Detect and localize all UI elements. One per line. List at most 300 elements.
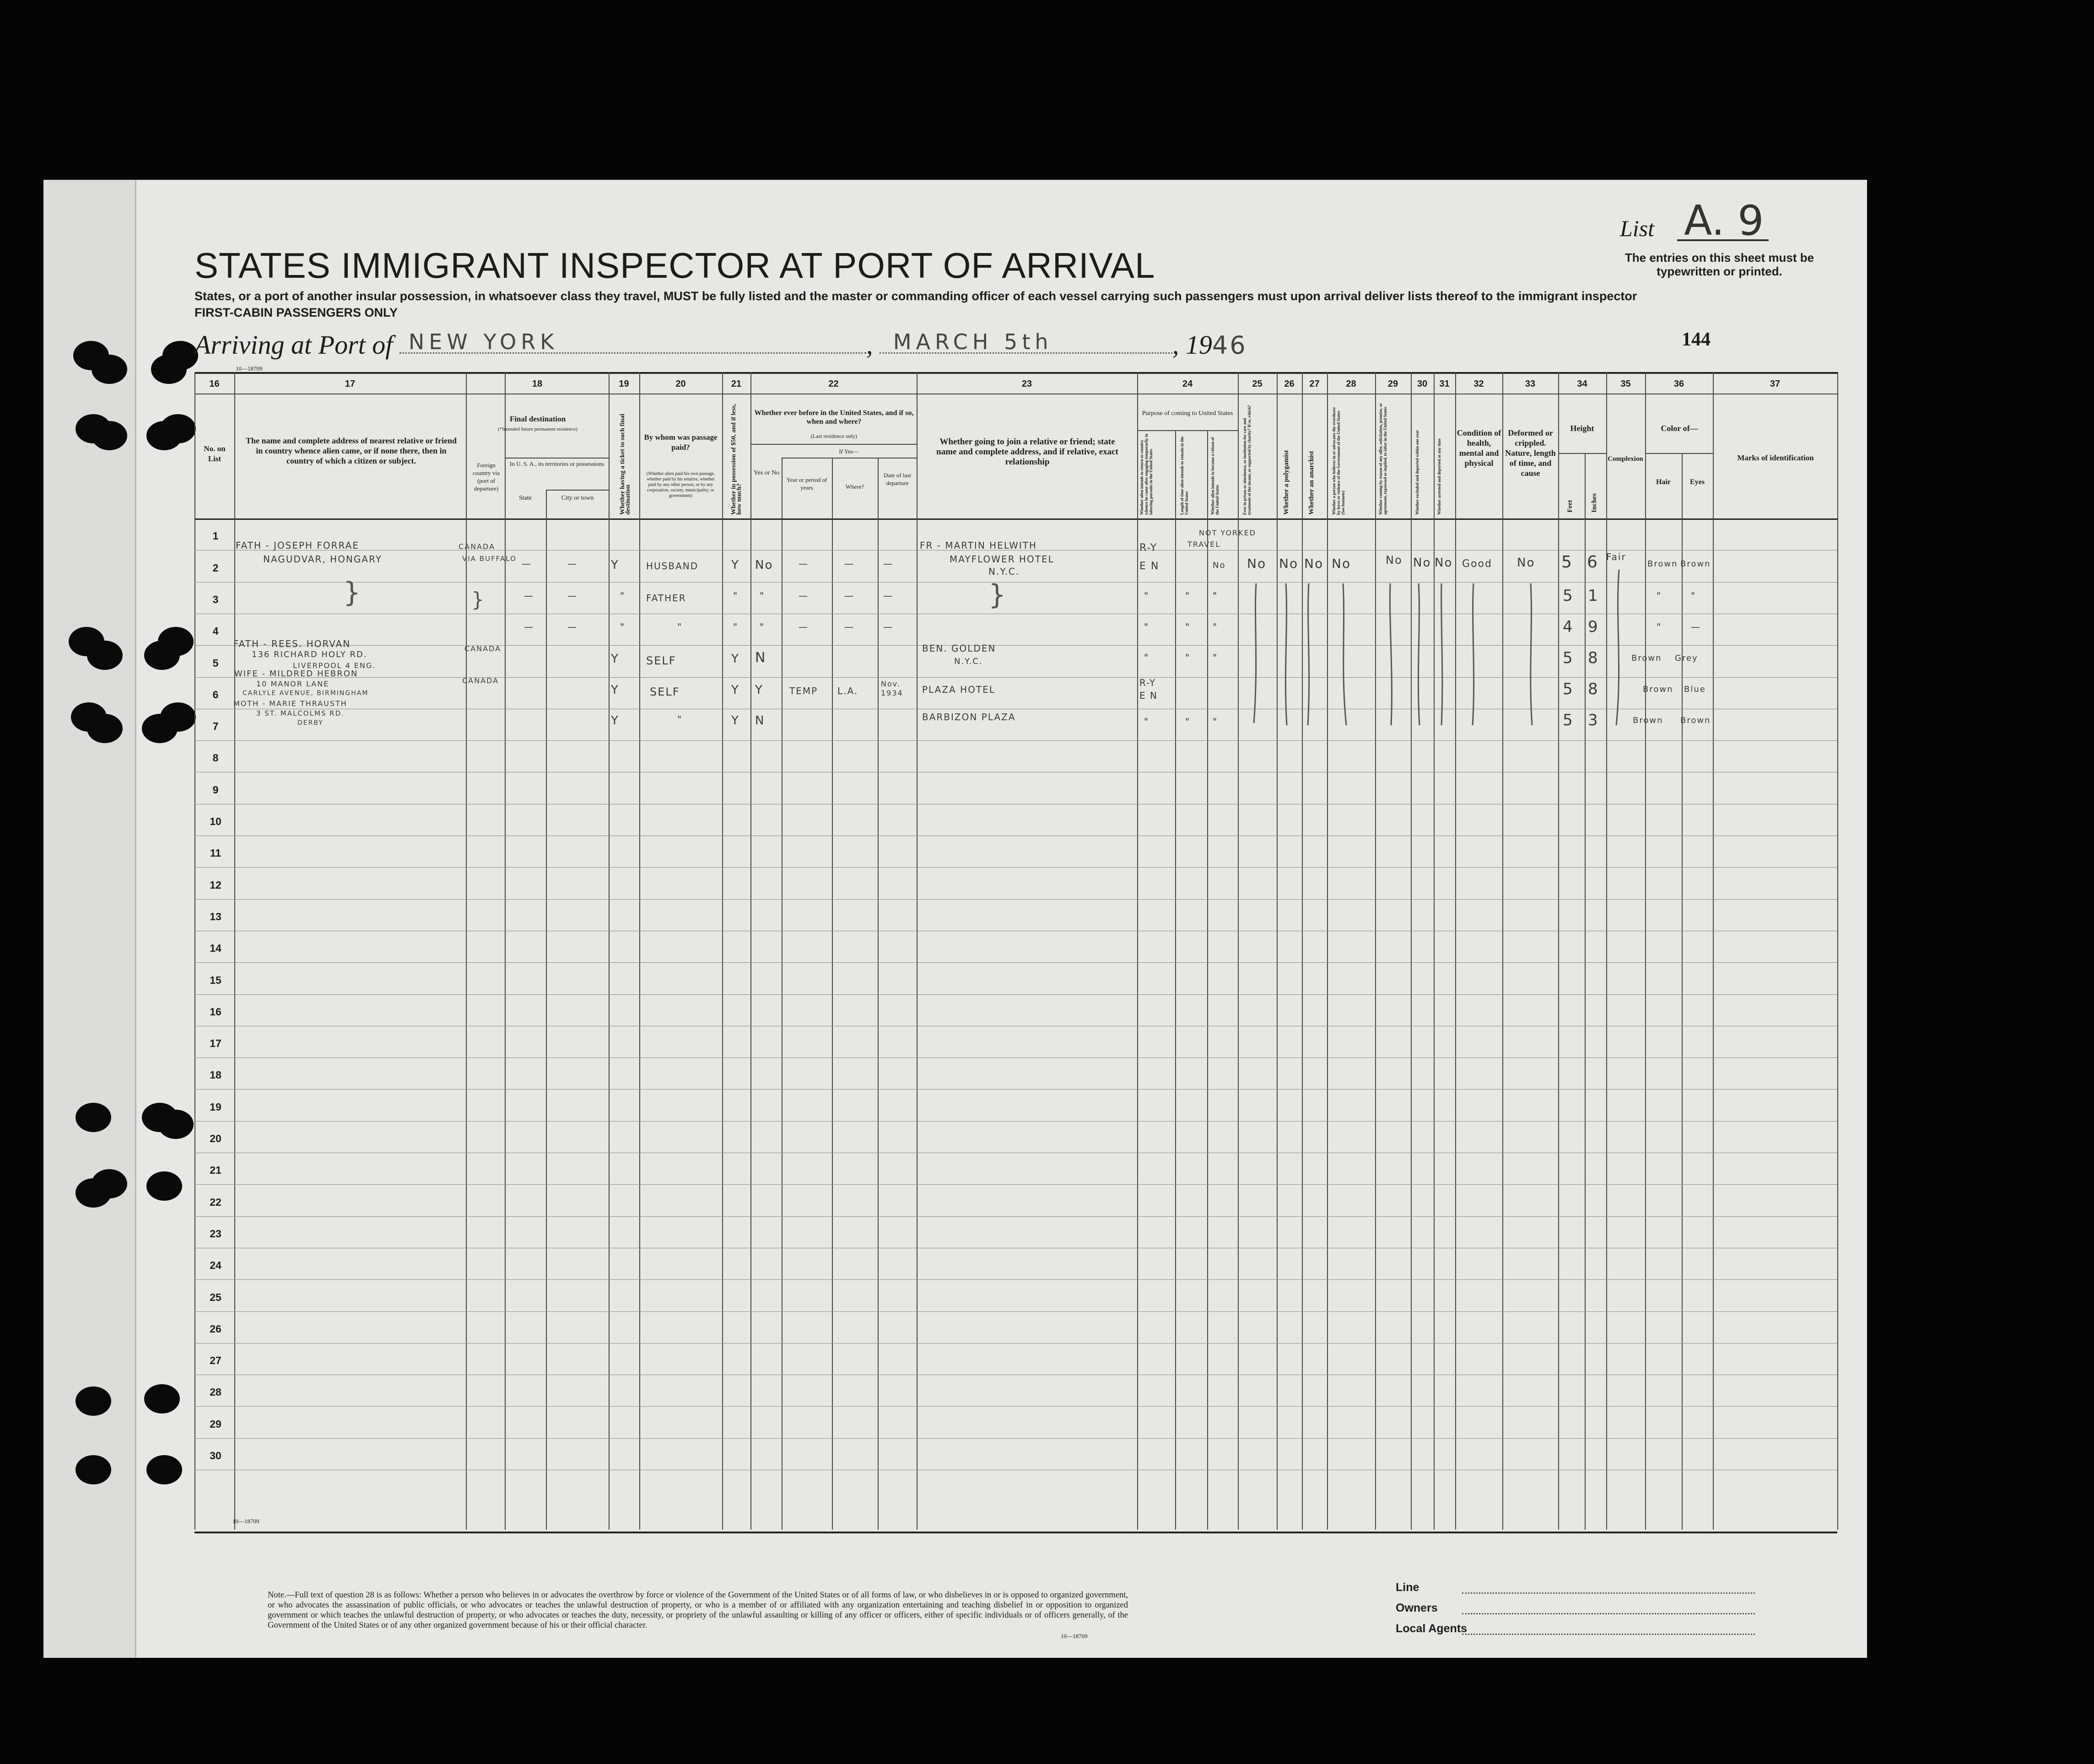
header-hair: Hair <box>1656 478 1671 486</box>
form-title: STATES IMMIGRANT INSPECTOR AT PORT OF ARRIVAL <box>194 245 1155 286</box>
row-number: 13 <box>210 911 221 922</box>
entry-r6-relative-2: 3 ST. MALCOLMS RD. <box>256 709 345 717</box>
entry-r5-purpose-2: E N <box>1139 690 1158 701</box>
row-number: 21 <box>210 1164 221 1176</box>
entry-r6-join: BARBIZON PLAZA <box>922 712 1016 723</box>
header-foreign-country: Foreign country via (port of departure) <box>473 462 500 492</box>
row-line <box>194 899 1837 900</box>
entry-r5-purpose: R-Y <box>1139 677 1156 688</box>
row-line <box>194 994 1837 995</box>
entry-r1-port: CANADA <box>459 542 496 551</box>
row-number: 3 <box>212 593 219 605</box>
entry-r6-relative-3: DERBY <box>297 719 324 727</box>
col-number: 23 <box>1021 379 1032 389</box>
entry-r3-ticket: " <box>620 621 626 632</box>
row-line <box>194 1089 1837 1090</box>
punch-hole <box>76 1103 111 1132</box>
entry-r4-relative-3: LIVERPOOL 4 ENG. <box>293 661 376 670</box>
col-number: 17 <box>345 379 356 389</box>
entry-r3-citizen: " <box>1213 621 1218 632</box>
entry-r4-feet: 5 <box>1563 649 1574 667</box>
col-line <box>722 372 723 1530</box>
punch-hole <box>76 1455 111 1484</box>
row-line <box>194 1216 1837 1217</box>
entry-r2-ticket: " <box>620 590 626 601</box>
entry-r5-hair: Brown <box>1643 685 1673 694</box>
owners-field <box>1462 1613 1755 1614</box>
col-line <box>1682 453 1683 1530</box>
header-height: Height <box>1570 424 1594 433</box>
entry-r4-relative: FATH - REES. HORVAN <box>233 638 351 649</box>
row-number: 7 <box>212 720 219 732</box>
date-value: MARCH 5th <box>893 329 1053 354</box>
header-marks: Marks of identification <box>1737 453 1814 462</box>
entry-r2-r3-join-brace: } <box>988 579 1007 611</box>
entry-r6-relative: MOTH - MARIE THRAUSTH <box>233 699 347 708</box>
col-number: 27 <box>1309 379 1320 389</box>
header-yes-no: Yes or No <box>753 469 780 476</box>
header-bottom <box>194 518 1837 520</box>
col-line <box>234 372 235 1530</box>
col-number: 35 <box>1620 379 1631 389</box>
col-number: 18 <box>532 379 543 389</box>
line-field <box>1462 1592 1755 1594</box>
header-overthrow: Whether a person who believes in or advocates the overthrow by force or violence of the Government of the United States (See footnote) <box>1332 407 1345 515</box>
entry-r4-eyes: Grey <box>1675 653 1698 663</box>
entry-r1-prison: No <box>1247 556 1267 571</box>
entries-note: The entries on this sheet must be typewritten or printed. <box>1624 251 1814 278</box>
footnote-question-28: Note.—Full text of question 28 is as follows: Whether a person who believes in or advocates the overthrow by force or violence of the Government of the United States or of all forms of law, or who disbelieves in or is opposed to organized government, or who advocates the assassination of public officials, or who advocates or teaches the unlawful destruction of property, or who is a member of or affiliated with any organization entertaining and teaching disbelief in or opposition to organized government or which teaches the unlawful destruction of property, or who advocates or teaches the duty, necessity, or propriety of the unlawful assaulting or killing of any officer or officers, either of specific individuals or of officers generally, of the Government of the United States or of any other organized government because of his or their official character. <box>268 1591 1128 1630</box>
header-prison: Ever in prison or almshouse, or institution for care and treatment of the insane, or supported by charity? If so, which? <box>1242 405 1252 515</box>
entry-r1-polygamist: No <box>1279 556 1299 571</box>
entry-r6-purpose: " <box>1144 716 1150 727</box>
entry-r3-inches: 9 <box>1588 618 1599 636</box>
entry-r1-state: — <box>522 558 532 569</box>
local-agents-field <box>1462 1634 1755 1635</box>
local-agents-label: Local Agents <box>1396 1622 1468 1635</box>
header-if-yes: If Yes— <box>839 448 859 455</box>
form-number-footer: 10—18709 <box>1061 1633 1088 1640</box>
col-line <box>1606 372 1607 1530</box>
row-line <box>194 1406 1837 1407</box>
row-number: 27 <box>210 1354 221 1366</box>
entry-r5-years: TEMP <box>789 685 818 696</box>
entry-r1-years: — <box>799 558 809 569</box>
col-line <box>1502 372 1503 1530</box>
col-number: 16 <box>209 379 220 389</box>
entry-r2-purpose: " <box>1144 590 1150 601</box>
entry-r4-length: " <box>1185 652 1191 663</box>
entry-r1-purpose-2: E N <box>1139 561 1160 572</box>
header-departure-date: Date of last departure <box>884 472 911 486</box>
line-label: Line <box>1396 1581 1419 1594</box>
port-value: NEW YORK <box>408 329 559 354</box>
subhdr-line <box>546 490 609 491</box>
col-line <box>1434 372 1435 1530</box>
punch-hole <box>158 627 194 656</box>
entry-r2-length: " <box>1185 590 1191 601</box>
row-number: 15 <box>210 974 221 986</box>
entry-r2-citizen: " <box>1213 590 1218 601</box>
entry-r6-length: " <box>1185 716 1191 727</box>
col-number: 21 <box>731 379 742 389</box>
entry-r3-paid: " <box>677 621 683 632</box>
entry-r1-arrested: No <box>1435 556 1453 570</box>
entry-r6-paid: " <box>677 714 683 725</box>
entry-r4-citizen: " <box>1213 652 1218 663</box>
header-join-relative: Whether going to join a relative or friend; state name and complete address, and if relative, exact relationship <box>936 437 1118 467</box>
header-state: State <box>519 495 532 502</box>
header-where: Where? <box>845 483 864 490</box>
row-line <box>194 867 1837 868</box>
punch-hole <box>92 1169 127 1198</box>
entry-r1-where: — <box>844 558 854 569</box>
row-number: 10 <box>210 815 221 827</box>
col-line <box>1713 372 1714 1530</box>
entry-r3-cash: " <box>733 621 739 632</box>
entry-r1-health: Good <box>1462 558 1492 570</box>
row-number: 18 <box>210 1069 221 1081</box>
row-line <box>194 1279 1837 1280</box>
entry-r1-date: — <box>883 558 893 569</box>
entry-r1-citizen: No <box>1213 561 1226 570</box>
col-line <box>639 372 640 1530</box>
entry-r2-r3-port-brace: } <box>471 588 485 611</box>
entry-r4-ticket: Y <box>611 652 619 666</box>
header-purpose-citizen: Whether alien intends to become a citizen of the United States <box>1210 437 1220 515</box>
row-number: 12 <box>210 879 221 891</box>
entry-r1-offer: No <box>1386 554 1403 566</box>
header-ticket: Whether having a ticket to such final destination <box>619 414 631 515</box>
col-line <box>1375 372 1376 1530</box>
header-final-destination-note: (*Intended future permanent residence) <box>498 426 577 432</box>
passenger-class: FIRST-CABIN PASSENGERS ONLY <box>194 306 398 319</box>
entry-r5-relative-2: 10 MANOR LANE <box>256 680 329 688</box>
row-number: 28 <box>210 1386 221 1398</box>
header-years: Year or period of years <box>786 476 827 491</box>
punch-hole <box>87 641 123 670</box>
entry-r1-ticket: Y <box>611 558 619 572</box>
row-number: 29 <box>210 1418 221 1430</box>
entry-r2-city: — <box>567 590 577 601</box>
punch-hole <box>158 1110 194 1139</box>
header-color: Color of— <box>1661 424 1698 433</box>
row-number: 23 <box>210 1228 221 1240</box>
list-number: A. 9 <box>1684 197 1764 245</box>
col-line <box>1302 372 1303 1530</box>
entry-r4-port: CANADA <box>464 644 502 653</box>
header-labor-offer: Whether coming by reason of any offer, solicitation, promise, or agreement, expressed or implied, to labor in the United States <box>1378 403 1387 515</box>
col-line <box>1455 372 1456 1530</box>
subhdr-line <box>505 458 609 459</box>
col-line <box>1327 372 1328 1530</box>
row-number: 5 <box>212 657 219 669</box>
entry-r2-eyes: " <box>1691 590 1696 601</box>
punch-hole <box>144 1384 180 1413</box>
header-passage-paid: By whom was passage paid? <box>644 433 718 452</box>
col-number: 22 <box>828 379 839 389</box>
row-line <box>194 645 1837 646</box>
entry-r1-before: No <box>755 558 773 572</box>
page-number: 144 <box>1682 329 1711 350</box>
col-number: 24 <box>1182 379 1193 389</box>
form-number: 10—18709 <box>236 365 263 372</box>
subhdr-line <box>750 444 917 445</box>
entry-r6-inches: 3 <box>1588 711 1599 729</box>
entry-r6-hair: Brown <box>1633 716 1663 725</box>
entry-r1-relative-2: NAGUDVAR, HONGARY <box>263 554 382 565</box>
entry-r3-city: — <box>567 621 577 632</box>
col-number: 32 <box>1473 379 1484 389</box>
entry-r6-citizen: " <box>1213 716 1218 727</box>
entry-r2-hair: " <box>1657 590 1662 601</box>
entry-r1-inches: 6 <box>1587 553 1598 572</box>
header-ever-before: Whether ever before in the United States, and if so, when and where? <box>754 409 914 426</box>
col-line <box>782 458 783 1530</box>
entry-r6-before: N <box>755 714 765 728</box>
row-number: 19 <box>210 1101 221 1113</box>
entry-r2-where: — <box>844 590 854 601</box>
entry-r2-before: " <box>760 590 765 601</box>
entry-r1-anarchist: No <box>1304 556 1324 571</box>
entry-r1-deformed: No <box>1517 556 1535 570</box>
col-number: 29 <box>1387 379 1398 389</box>
subhdr-line <box>1137 430 1238 431</box>
entry-r3-before: " <box>760 621 765 632</box>
entry-r2-inches: 1 <box>1588 587 1599 605</box>
col-line <box>878 458 879 1530</box>
entry-r5-before: Y <box>755 683 763 697</box>
col-line <box>1585 453 1586 1530</box>
row-number: 9 <box>212 784 219 796</box>
header-city: City or town <box>561 495 594 502</box>
header-final-destination: Final destination <box>509 415 566 423</box>
entry-r1-eyes: Brown <box>1680 559 1711 569</box>
entry-r5-inches: 8 <box>1588 680 1599 698</box>
row-line <box>194 677 1837 678</box>
col-line <box>1175 430 1176 1530</box>
row-number: 8 <box>212 752 219 764</box>
header-purpose-length: Length of time alien intends to remain in the United States <box>1180 437 1189 515</box>
form-number-bottom: 10—18709 <box>232 1518 259 1525</box>
header-arrested: Whether arrested and deported at any time <box>1437 438 1441 515</box>
arriving-label: Arriving at Port of <box>194 330 393 360</box>
header-feet: Feet <box>1566 500 1574 512</box>
col-line <box>1137 372 1138 1530</box>
row-line <box>194 962 1837 963</box>
row-line <box>194 1311 1837 1312</box>
row-number: 25 <box>210 1291 221 1303</box>
entry-r4-relative-2: 136 RICHARD HOLY RD. <box>252 650 367 659</box>
row-number: 30 <box>210 1450 221 1462</box>
entry-r2-date: — <box>883 590 893 601</box>
row-line <box>194 1057 1837 1058</box>
instruction-text: States, or a port of another insular possession, in whatsoever class they travel, MUST be fully listed and the master or commanding officer of each vessel carrying such passengers must upon arrival deliver lists thereof to the immigrant inspector <box>194 289 1637 303</box>
row-number: 17 <box>210 1037 221 1049</box>
col-number: 19 <box>619 379 629 389</box>
punch-hole <box>160 702 196 732</box>
entry-r1-purpose: R-Y <box>1139 542 1158 554</box>
subhdr-line <box>1645 453 1713 454</box>
col-line <box>505 372 506 1530</box>
row-line <box>194 1184 1837 1185</box>
entry-r5-relative-3: CARLYLE AVENUE, BIRMINGHAM <box>243 690 369 697</box>
entry-r6-ticket: Y <box>611 714 619 728</box>
subhdr-line <box>782 458 917 459</box>
entry-r1-relative: FATH - JOSEPH FORRAE <box>236 540 359 551</box>
header-usa: In U. S. A., its territories or possessions <box>509 460 604 467</box>
entry-r2-paid: FATHER <box>646 593 686 604</box>
entry-r6-feet: 5 <box>1563 711 1574 729</box>
entry-r3-state: — <box>524 621 534 632</box>
col-line <box>1558 372 1559 1530</box>
entry-r1-city: — <box>567 558 577 569</box>
header-complexion: Complexion <box>1608 455 1643 463</box>
col-number: 33 <box>1525 379 1536 389</box>
header-fifty-dollars: Whether in possession of $50, and if less, how much? <box>730 404 743 515</box>
col-number: 34 <box>1577 379 1587 389</box>
entry-r1-join-2: MAYFLOWER HOTEL <box>950 554 1054 565</box>
header-polygamist: Whether a polygamist <box>1283 450 1290 515</box>
arriving-line: Arriving at Port of NEW YORK , MARCH 5th , 1946 <box>194 329 1247 360</box>
entry-r5-eyes: Blue <box>1684 685 1706 694</box>
col-line <box>832 458 833 1530</box>
col-number: 30 <box>1417 379 1428 389</box>
entry-r5-relative: WIFE - MILDRED HEBRON <box>234 669 358 679</box>
col-line <box>1207 430 1208 1530</box>
entry-r5-feet: 5 <box>1563 680 1574 698</box>
binding-edge <box>43 180 136 1658</box>
row-number: 2 <box>212 562 219 574</box>
col-line <box>1238 372 1239 1530</box>
row-number: 20 <box>210 1133 221 1144</box>
col-line <box>1837 372 1838 1530</box>
entry-r1-cash: Y <box>731 558 739 572</box>
entry-r4-join: BEN. GOLDEN <box>922 643 996 654</box>
subhdr-line <box>1558 453 1606 454</box>
entry-r3-feet: 4 <box>1563 618 1574 636</box>
col-number: 31 <box>1439 379 1450 389</box>
entry-r4-inches: 8 <box>1588 649 1599 667</box>
punch-hole <box>76 1386 111 1416</box>
punch-hole <box>146 1455 182 1484</box>
entry-r1-length: NOT YORKED <box>1199 529 1256 537</box>
entry-r3-eyes: — <box>1691 621 1701 632</box>
col-number: 28 <box>1346 379 1356 389</box>
entry-r1-hair: Brown <box>1647 559 1678 569</box>
entry-r2-feet: 5 <box>1563 587 1574 605</box>
header-passage-note: (Whether alien paid his own passage, whether paid by his relative, whether paid by any other person, or by any corporation, society, municipality, or government) <box>646 471 715 498</box>
entry-r1-length-2: TRAVEL <box>1187 540 1221 549</box>
entry-r4-hair: Brown <box>1631 653 1662 663</box>
entry-r5-where: L.A. <box>837 685 858 696</box>
entry-r1-join: FR - MARTIN HELWITH <box>920 540 1037 551</box>
entry-r4-cash: Y <box>731 652 739 666</box>
header-excluded: Whether excluded and deported within one year <box>1415 430 1419 515</box>
row-number: 11 <box>210 847 221 859</box>
row-number: 14 <box>210 942 221 954</box>
entry-r4-join-2: N.Y.C. <box>954 657 983 666</box>
owners-label: Owners <box>1396 1602 1438 1614</box>
list-label: List <box>1620 216 1655 241</box>
row-number: 24 <box>210 1259 221 1271</box>
entry-r5-ticket: Y <box>611 683 619 697</box>
header-no-on-list: No. on List <box>204 444 226 463</box>
row-number: 22 <box>210 1196 221 1208</box>
header-nearest-relative: The name and complete address of nearest relative or friend in country whence alien came, or if none there, then in country of which a citizen or subject. <box>245 436 457 465</box>
entry-r1-join-3: N.Y.C. <box>988 566 1020 577</box>
entry-r2-r3-brace: } <box>343 577 362 609</box>
row-number: 4 <box>212 625 219 637</box>
punch-hole <box>162 341 198 370</box>
punch-hole <box>87 714 123 743</box>
col-line <box>1645 372 1646 1530</box>
entry-r1-feet: 5 <box>1561 553 1573 572</box>
header-purpose: Purpose of coming to United States <box>1142 410 1233 417</box>
entry-r5-paid: SELF <box>650 685 680 698</box>
header-inches: Inches <box>1591 493 1598 512</box>
entry-r4-purpose: " <box>1144 652 1150 663</box>
entry-r4-paid: SELF <box>646 654 676 667</box>
row-line <box>194 582 1837 583</box>
header-anarchist: Whether an anarchist <box>1308 451 1315 515</box>
col-line <box>609 372 610 1530</box>
col-number: 26 <box>1284 379 1295 389</box>
entry-r1-paid: HUSBAND <box>646 561 699 572</box>
entry-r1-overthrow: No <box>1332 556 1351 571</box>
entry-r5-cash: Y <box>731 683 739 697</box>
row-line <box>194 1438 1837 1439</box>
year-value: 46 <box>1212 331 1247 360</box>
row-number: 1 <box>212 530 219 542</box>
col-line <box>750 372 751 1530</box>
col-line <box>1411 372 1412 1530</box>
col-number: 25 <box>1252 379 1263 389</box>
entry-r5-join: PLAZA HOTEL <box>922 684 995 695</box>
entry-r4-before: N <box>755 650 766 666</box>
row-number: 16 <box>210 1006 221 1018</box>
entry-r5-port: CANADA <box>462 676 499 685</box>
col-number: 37 <box>1770 379 1781 389</box>
header-health: Condition of health, mental and physical <box>1457 428 1501 468</box>
year-prefix: 19 <box>1185 330 1212 360</box>
punch-hole <box>146 1171 182 1201</box>
entry-r2-years: — <box>799 590 809 601</box>
list-underline <box>1677 239 1769 241</box>
row-line <box>194 1121 1837 1122</box>
row-line <box>194 740 1837 741</box>
entry-r1-via: VIA BUFFALO <box>462 555 517 563</box>
row-number: 26 <box>210 1323 221 1335</box>
entry-r3-purpose: " <box>1144 621 1150 632</box>
entry-r3-years: — <box>799 621 809 632</box>
entry-r3-where: — <box>844 621 854 632</box>
header-deformed: Deformed or crippled. Nature, length of time, and cause <box>1505 428 1556 478</box>
row-number: 6 <box>212 689 219 701</box>
entry-r1-excluded: No <box>1413 556 1431 570</box>
entry-r3-hair: " <box>1657 621 1662 632</box>
col-number: 20 <box>675 379 686 389</box>
punch-hole <box>92 421 127 450</box>
entry-r6-eyes: Brown <box>1680 716 1711 725</box>
col-line <box>194 372 195 1530</box>
entry-r1-complexion: Fair <box>1606 551 1626 562</box>
punch-hole <box>92 355 127 384</box>
entry-r5-date: Nov. 1934 <box>881 680 903 697</box>
punch-hole <box>160 414 196 443</box>
entry-r2-cash: " <box>733 590 739 601</box>
header-eyes: Eyes <box>1690 478 1705 486</box>
